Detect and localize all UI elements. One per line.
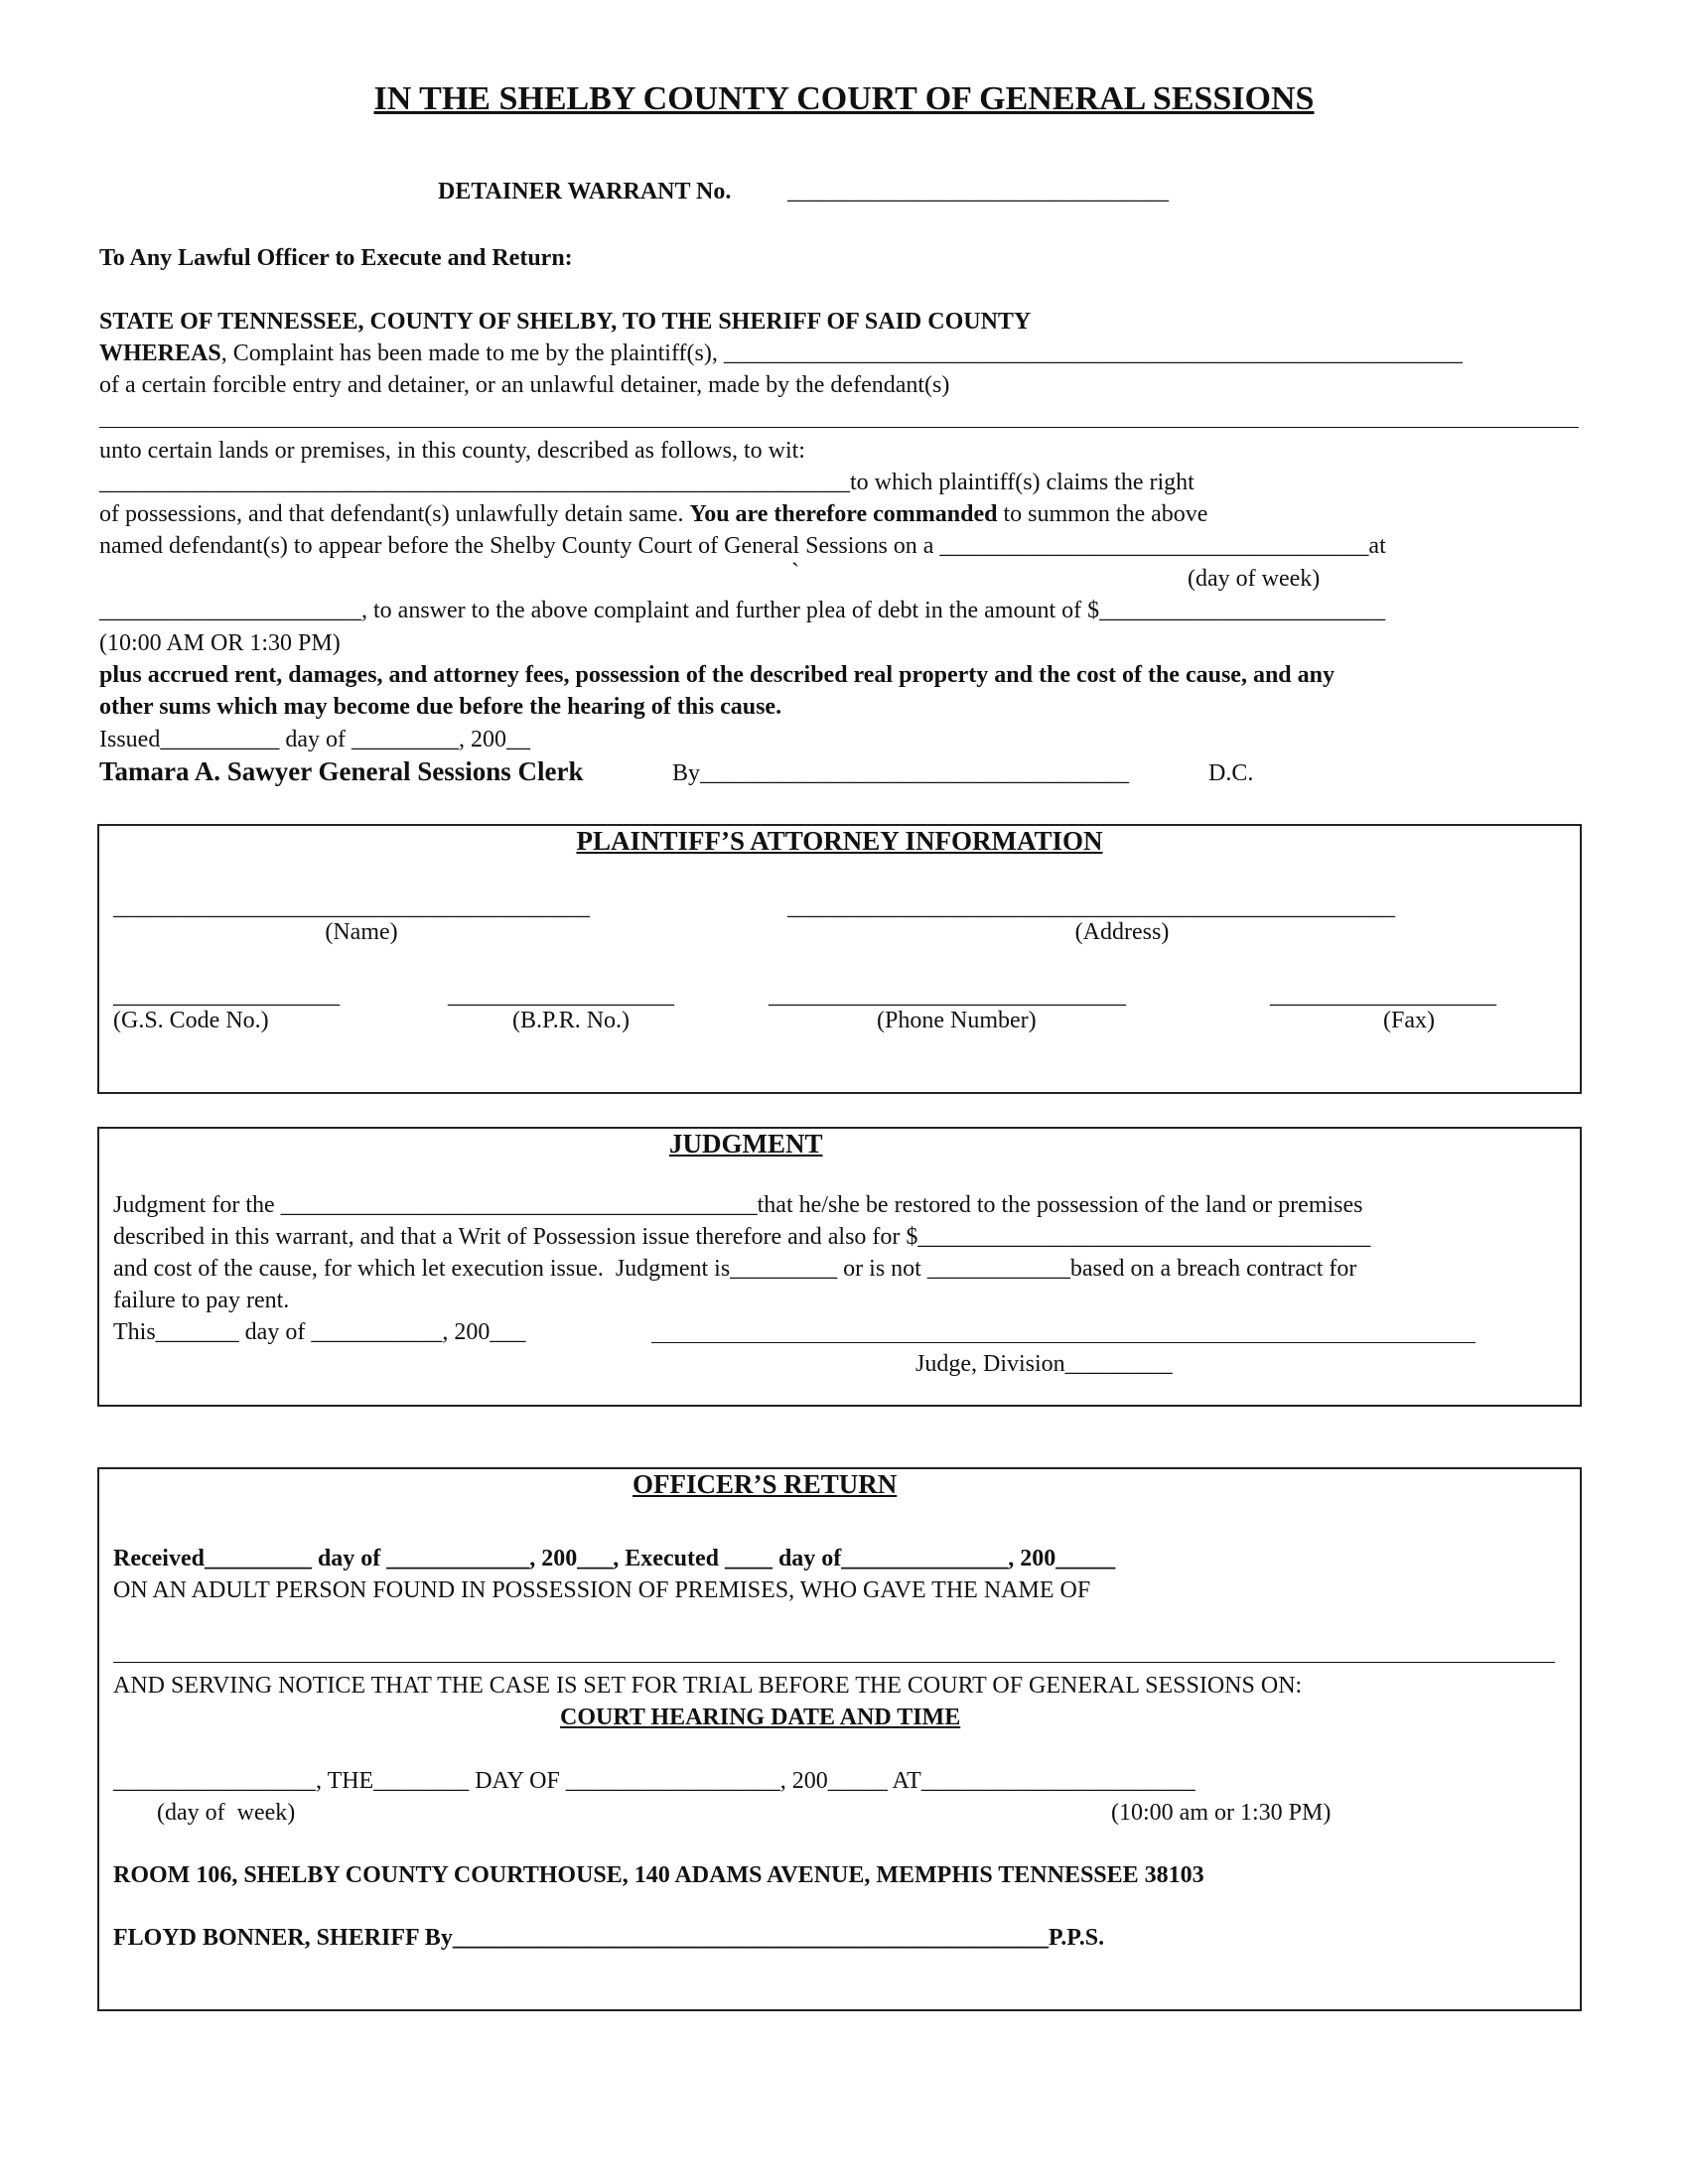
judgment-line-1: Judgment for the ________________________________________that he/she be restored to the possession of the land or premises: [113, 1192, 1363, 1218]
forcible-entry-line: of a certain forcible entry and detainer, or an unlawful detainer, made by the defendant(s): [99, 372, 950, 398]
fax-label: (Fax): [1383, 1008, 1435, 1033]
attorney-info-box: [97, 824, 1582, 1094]
sheriff-signature-line: FLOYD BONNER, SHERIFF By__________________________________________________P.P.S.: [113, 1925, 1105, 1951]
to-officer-line: To Any Lawful Officer to Execute and Return:: [99, 245, 573, 271]
whereas-line: [99, 339, 1463, 368]
adult-person-line: ON AN ADULT PERSON FOUND IN POSSESSION OF PREMISES, WHO GAVE THE NAME OF: [113, 1577, 1091, 1603]
warrant-number-blank[interactable]: ________________________________: [787, 179, 1169, 205]
stray-tick: `: [791, 560, 799, 586]
accrued-rent-line-1: plus accrued rent, damages, and attorney fees, possession of the described real property and the cost of the cause, and any: [99, 662, 1335, 688]
warrant-number-label: DETAINER WARRANT No.: [438, 179, 732, 205]
claims-right-text: to which plaintiff(s) claims the right: [850, 470, 1195, 495]
time-hint: (10:00 AM OR 1:30 PM): [99, 630, 341, 656]
attorney-address-blank[interactable]: ___________________________________________________: [787, 894, 1395, 920]
possessions-text: of possessions, and that defendant(s) unlawfully detain same.: [99, 501, 690, 527]
commanded-line: [99, 499, 1207, 529]
judgment-date-line: This_______ day of ___________, 200___: [113, 1319, 526, 1345]
whereas-word: WHEREAS: [99, 341, 221, 366]
clerk-name: Tamara A. Sawyer General Sessions Clerk: [99, 756, 584, 786]
phone-number-label: (Phone Number): [877, 1008, 1037, 1033]
lands-line: unto certain lands or premises, in this county, described as follows, to wit:: [99, 438, 805, 464]
debt-amount-line: ______________________, to answer to the above complaint and further plea of debt in the amount of $________________________: [99, 598, 1386, 623]
summon-text: to summon the above: [997, 501, 1208, 527]
hearing-date-line: _________________, THE________ DAY OF __________________, 200_____ AT_______________________: [113, 1768, 1196, 1794]
judgment-heading: JUDGMENT: [669, 1129, 823, 1159]
judge-signature-blank[interactable]: [651, 1342, 1476, 1343]
attorney-name-blank[interactable]: ________________________________________: [113, 894, 590, 920]
state-line: STATE OF TENNESSEE, COUNTY OF SHELBY, TO THE SHERIFF OF SAID COUNTY: [99, 309, 1032, 335]
attorney-name-label: (Name): [325, 919, 398, 945]
issued-line: Issued__________ day of _________, 200__: [99, 727, 530, 752]
commanded-text: You are therefore commanded: [689, 501, 998, 527]
courthouse-address: ROOM 106, SHELBY COUNTY COURTHOUSE, 140 ADAMS AVENUE, MEMPHIS TENNESSEE 38103: [113, 1862, 1204, 1888]
serving-notice-line: AND SERVING NOTICE THAT THE CASE IS SET FOR TRIAL BEFORE THE COURT OF GENERAL SESSIONS ON:: [113, 1673, 1303, 1699]
page-title: IN THE SHELBY COUNTY COURT OF GENERAL SESSIONS: [373, 80, 1315, 117]
whereas-text: , Complaint has been made to me by the plaintiff(s), ______________________________________________________________: [220, 341, 1463, 366]
appear-line: named defendant(s) to appear before the Shelby County Court of General Sessions on a ____________________________________at: [99, 533, 1386, 559]
defendant-blank-line[interactable]: [99, 427, 1579, 428]
judge-division-label: Judge, Division_________: [915, 1351, 1173, 1377]
judgment-line-2: described in this warrant, and that a Writ of Possession issue therefore and also for $______________________________________: [113, 1224, 1371, 1250]
attorney-heading: PLAINTIFF’S ATTORNEY INFORMATION: [576, 826, 1103, 856]
gs-code-blank[interactable]: ___________________: [113, 983, 340, 1009]
accrued-rent-line-2: other sums which may become due before the hearing of this cause.: [99, 694, 782, 720]
bpr-number-label: (B.P.R. No.): [512, 1008, 631, 1033]
officer-return-heading: OFFICER’S RETURN: [633, 1469, 898, 1499]
gs-code-label: (G.S. Code No.): [113, 1008, 269, 1033]
dc-label: D.C.: [1208, 760, 1254, 786]
hearing-day-of-week-label: (day of week): [157, 1800, 296, 1826]
premises-description-blank[interactable]: _______________________________________________________________: [99, 470, 850, 495]
clerk-signature-blank[interactable]: By____________________________________: [672, 760, 1130, 786]
fax-blank[interactable]: ___________________: [1270, 983, 1496, 1009]
hearing-heading: COURT HEARING DATE AND TIME: [560, 1705, 961, 1730]
attorney-address-label: (Address): [1074, 919, 1170, 945]
phone-number-blank[interactable]: ______________________________: [769, 983, 1126, 1009]
premises-description-line: [99, 468, 1195, 497]
bpr-number-blank[interactable]: ___________________: [448, 983, 674, 1009]
judgment-line-3: and cost of the cause, for which let execution issue. Judgment is_________ or is not ____________based on a breach contract for: [113, 1256, 1357, 1282]
hearing-time-hint: (10:00 am or 1:30 PM): [1111, 1800, 1332, 1826]
judgment-line-4: failure to pay rent.: [113, 1288, 290, 1313]
received-executed-line: Received_________ day of ____________, 200___, Executed ____ day of______________, 200_____: [113, 1546, 1116, 1571]
person-name-blank[interactable]: [113, 1662, 1555, 1663]
day-of-week-label: (day of week): [1188, 566, 1321, 592]
